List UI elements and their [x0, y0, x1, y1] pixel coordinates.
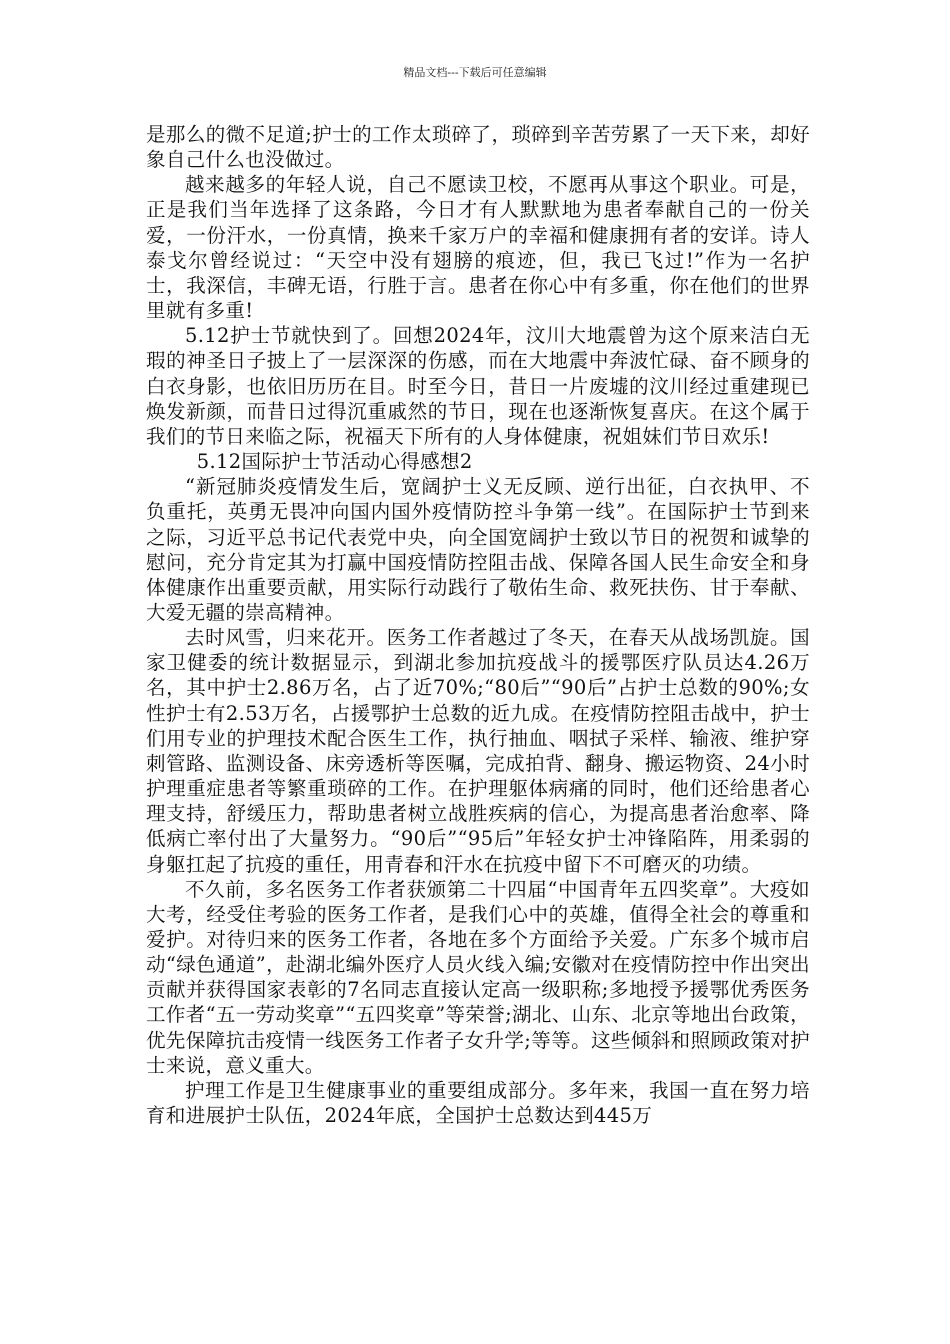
section-heading: 5.12国际护士节活动心得感想2	[196, 450, 473, 474]
page-header: 精品文档---下载后可任意编辑	[403, 66, 547, 79]
paragraph-covid-nurses: “新冠肺炎疫情发生后，宽阔护士义无反顾、逆行出征，白衣执甲、不负重托，英勇无畏冲向国内国外疫情防控斗争第一线”。在国际护士节到来之际，习近平总书记代表党中央，向全国宽阔护士致以节日的祝贺和诚挚的慰问，充分肯定其为打赢中国疫情防控阻击战、保障各国人民生命安全和身体健康作出重要贡献，用实际行动践行了敬佑生命、救死扶伤、甘于奉献、大爱无疆的崇高精神。	[146, 475, 810, 624]
paragraph-nursing-work: 护理工作是卫生健康事业的重要组成部分。多年来，我国一直在努力培育和进展护士队伍，2024年底，全国护士总数达到445万	[146, 1078, 810, 1128]
paragraph-continuation: 是那么的微不足道;护士的工作太琐碎了，琐碎到辛苦劳累了一天下来，却好象自己什么也没做过。	[146, 123, 810, 172]
document-body	[146, 122, 810, 1128]
paragraph-nurses-day: 5.12护士节就快到了。回想2024年，汶川大地震曾为这个原来洁白无瑕的神圣日子披上了一层深深的伤感，而在大地震中奔波忙碌、奋不顾身的白衣身影，也依旧历历在目。时至今日，昔日一片废墟的汶川经过重建现已焕发新颜，而昔日过得沉重戚然的节日，现在也逐渐恢复喜庆。在这个属于我们的节日来临之际，祝福天下所有的人身体健康，祝姐妹们节日欢乐!	[146, 324, 810, 448]
paragraph-statistics: 去时风雪，归来花开。医务工作者越过了冬天，在春天从战场凯旋。国家卫健委的统计数据显示，到湖北参加抗疫战斗的援鄂医疗队员达4.26万名，其中护士2.86万名，占了近70%;“80后”“90后”占护士总数的90%;女性护士有2.53万名，占援鄂护士总数的近九成。在疫情防控阻击战中，护士们用专业的护理技术配合医生工作，执行抽血、咽拭子采样、输液、维护穿刺管路、监测设备、床旁透析等医嘱，完成拍背、翻身、搬运物资、24小时护理重症患者等繁重琐碎的工作。在护理躯体病痛的同时，他们还给患者心理支持，舒缓压力，帮助患者树立战胜疾病的信心，为提高患者治愈率、降低病亡率付出了大量努力。“90后”“95后”年轻女护士冲锋陷阵，用柔弱的身躯扛起了抗疫的重任，用青春和汗水在抗疫中留下不可磨灭的功绩。	[146, 626, 810, 876]
paragraph-awards: 不久前，多名医务工作者获颁第二十四届“中国青年五四奖章”。大疫如大考，经受住考验的医务工作者，是我们心中的英雄，值得全社会的尊重和爱护。对待归来的医务工作者，各地在多个方面给予关爱。广东多个城市启动“绿色通道”，赴湖北编外医疗人员火线入编;安徽对在疫情防控中作出突出贡献并获得国家表彰的7名同志直接认定高一级职称;多地授予援鄂优秀医务工作者“五一劳动奖章”“五四奖章”等荣誉;湖北、山东、北京等地出台政策，优先保障抗击疫情一线医务工作者子女升学;等等。这些倾斜和照顾政策对护士来说，意义重大。	[146, 877, 810, 1077]
paragraph-young-people: 越来越多的年轻人说，自己不愿读卫校，不愿再从事这个职业。可是，正是我们当年选择了这条路，今日才有人默默地为患者奉献自己的一份关爱，一份汗水，一份真情，换来千家万户的幸福和健康拥有者的安详。诗人泰戈尔曾经说过：“天空中没有翅膀的痕迹，但，我已飞过!”作为一名护士，我深信，丰碑无语，行胜于言。患者在你心中有多重，你在他们的世界里就有多重!	[146, 173, 810, 323]
